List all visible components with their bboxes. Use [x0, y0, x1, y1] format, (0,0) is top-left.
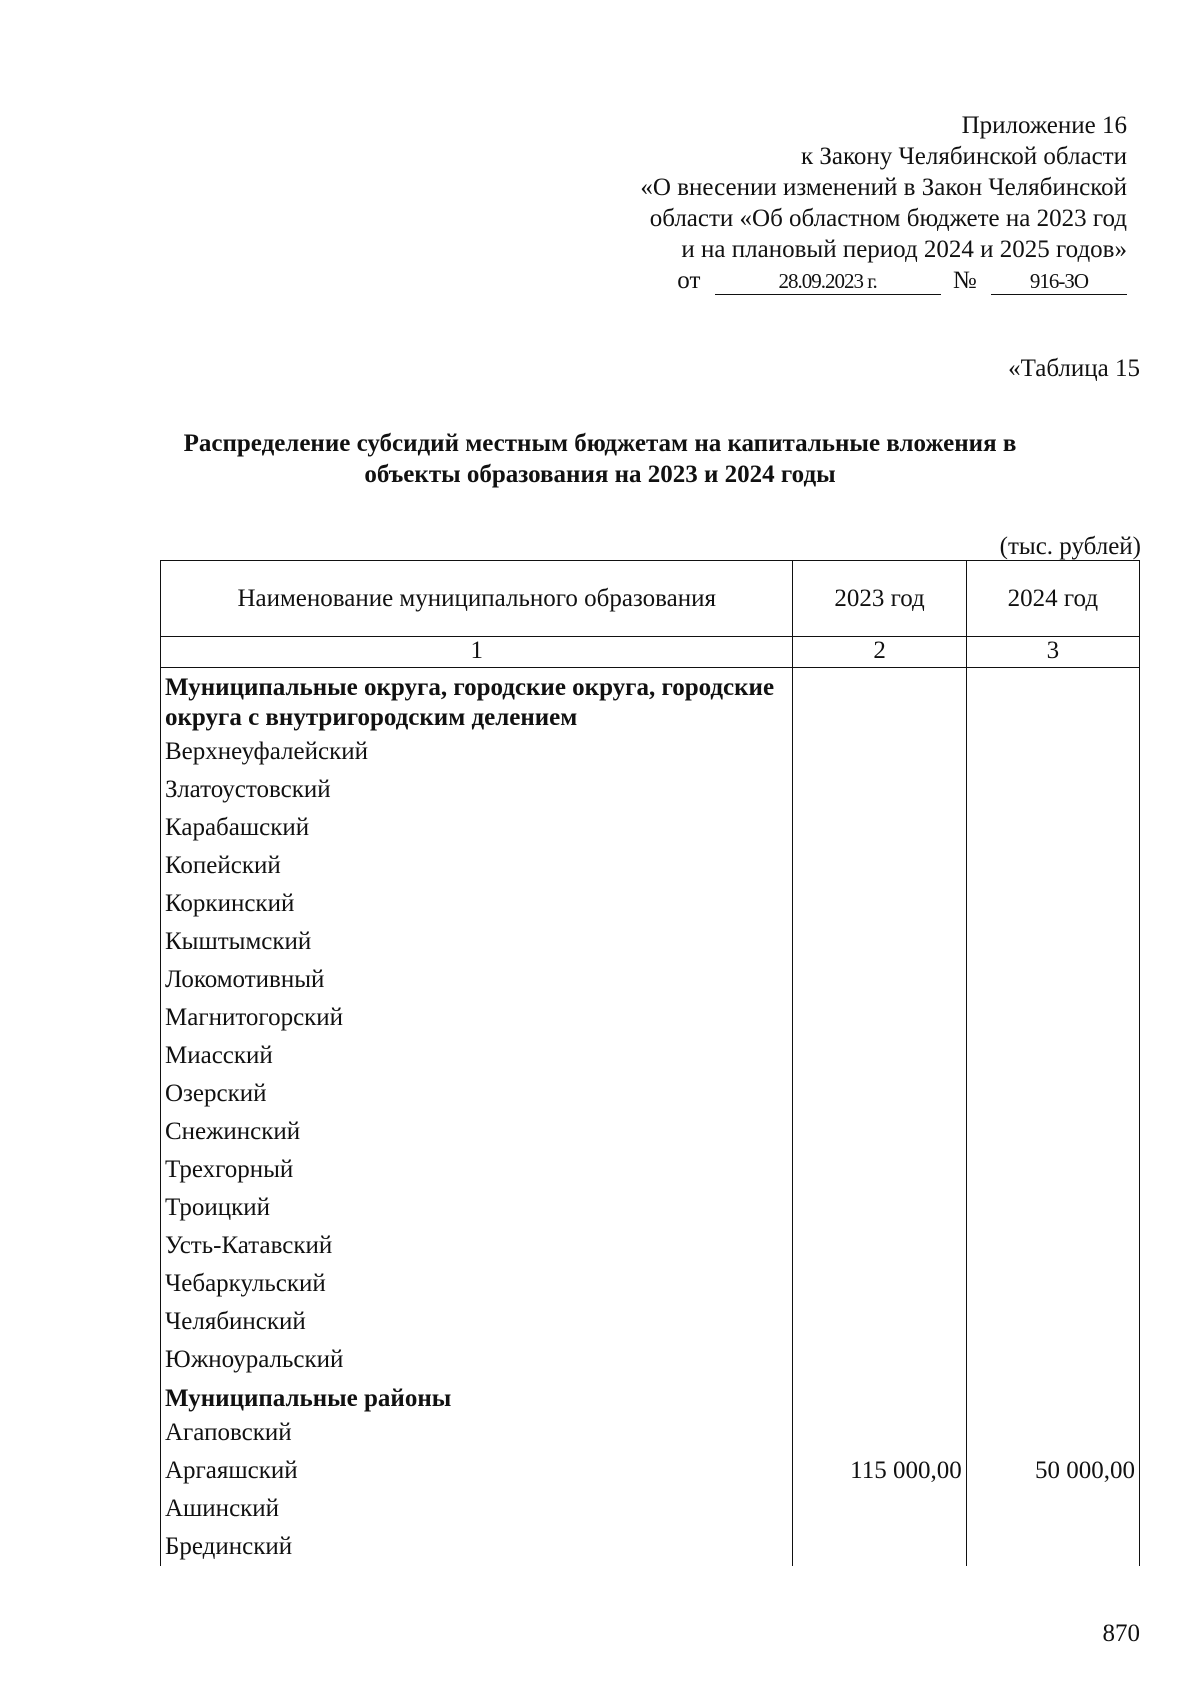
page-number: 870: [1102, 1620, 1140, 1647]
value-2024: [966, 809, 1139, 847]
municipality-name: Троицкий: [161, 1189, 793, 1227]
value-2023: [793, 885, 966, 923]
value-2024: [966, 1113, 1139, 1151]
table-row: [161, 1265, 1140, 1303]
section-title: Муниципальные округа, городские округа, городские округа с внутригородским делением: [161, 668, 793, 734]
municipality-name: Миасский: [161, 1037, 793, 1075]
empty-cell: [966, 1379, 1139, 1414]
table-row: [161, 1113, 1140, 1151]
value-2024: [966, 961, 1139, 999]
appendix-line: области «Об областном бюджете на 2023 год: [649, 205, 1127, 232]
value-2023: [793, 961, 966, 999]
value-2024: [966, 1490, 1139, 1528]
column-number: 1: [161, 637, 793, 668]
header-row: [161, 561, 1140, 637]
value-2024: [966, 1341, 1139, 1379]
section-row: [161, 668, 1140, 734]
table-row: [161, 733, 1140, 771]
header-name: Наименование муниципального образования: [161, 561, 793, 637]
table-row: [161, 999, 1140, 1037]
municipality-name: Чебаркульский: [161, 1265, 793, 1303]
value-2024: [966, 771, 1139, 809]
value-2023: [793, 771, 966, 809]
municipality-name: Верхнеуфалейский: [161, 733, 793, 771]
table-row: [161, 1151, 1140, 1189]
value-2024: [966, 885, 1139, 923]
table-row: [161, 1452, 1140, 1490]
municipality-name: Копейский: [161, 847, 793, 885]
municipality-name: Брединский: [161, 1528, 793, 1566]
empty-cell: [793, 668, 966, 734]
value-2023: [793, 923, 966, 961]
value-2024: [966, 999, 1139, 1037]
table-row: [161, 1414, 1140, 1452]
header-2023: 2023 год: [793, 561, 966, 637]
municipality-name: Карабашский: [161, 809, 793, 847]
value-2023: [793, 847, 966, 885]
value-2023: [793, 1265, 966, 1303]
value-2023: [793, 809, 966, 847]
value-2024: [966, 847, 1139, 885]
table-row: [161, 1490, 1140, 1528]
appendix-line: Приложение 16: [961, 112, 1127, 139]
law-date: 28.09.2023 г.: [715, 268, 941, 295]
table-row: [161, 847, 1140, 885]
value-2023: [793, 1490, 966, 1528]
municipality-name: Трехгорный: [161, 1151, 793, 1189]
value-2023: [793, 1151, 966, 1189]
table-row: [161, 1075, 1140, 1113]
title-line: Распределение субсидий местным бюджетам на капитальные вложения в: [183, 430, 1017, 457]
value-2023: [793, 1189, 966, 1227]
municipality-name: Агаповский: [161, 1414, 793, 1452]
table-row: [161, 1303, 1140, 1341]
table-row: [161, 771, 1140, 809]
value-2023: [793, 999, 966, 1037]
table-row: [161, 885, 1140, 923]
value-2024: [966, 1528, 1139, 1566]
value-2023: [793, 1037, 966, 1075]
municipality-name: Южноуральский: [161, 1341, 793, 1379]
appendix-line: «О внесении изменений в Закон Челябинской: [640, 174, 1127, 201]
number-label: №: [952, 267, 977, 294]
value-2023: [793, 1414, 966, 1452]
municipality-name: Снежинский: [161, 1113, 793, 1151]
value-2023: [793, 1303, 966, 1341]
value-2024: [966, 733, 1139, 771]
header-2024: 2024 год: [966, 561, 1139, 637]
table-row: [161, 961, 1140, 999]
appendix-line: и на плановый период 2024 и 2025 годов»: [681, 236, 1127, 263]
value-2024: [966, 1151, 1139, 1189]
document-title: [160, 428, 1040, 490]
units-label: (тыс. рублей): [999, 533, 1141, 560]
value-2023: [793, 1227, 966, 1265]
value-2024: [966, 1227, 1139, 1265]
law-number: 916-ЗО: [991, 268, 1127, 295]
table-row: [161, 809, 1140, 847]
table-row: [161, 1341, 1140, 1379]
municipality-name: Челябинский: [161, 1303, 793, 1341]
municipality-name: Аргаяшский: [161, 1452, 793, 1490]
subsidy-table: [160, 560, 1140, 1566]
value-2023: 115 000,00: [793, 1452, 966, 1490]
law-signature-line: [567, 265, 1127, 296]
value-2024: [966, 1303, 1139, 1341]
column-number: 3: [966, 637, 1139, 668]
value-2023: [793, 1113, 966, 1151]
municipality-name: Локомотивный: [161, 961, 793, 999]
value-2023: [793, 1528, 966, 1566]
table-row: [161, 1227, 1140, 1265]
municipality-name: Кыштымский: [161, 923, 793, 961]
empty-cell: [966, 668, 1139, 734]
municipality-name: Озерский: [161, 1075, 793, 1113]
value-2023: [793, 1075, 966, 1113]
value-2024: [966, 923, 1139, 961]
column-number-row: [161, 637, 1140, 668]
municipality-name: Ашинский: [161, 1490, 793, 1528]
from-label: от: [677, 267, 701, 294]
table-row: [161, 923, 1140, 961]
title-line: объекты образования на 2023 и 2024 годы: [364, 461, 836, 488]
table-row: [161, 1528, 1140, 1566]
empty-cell: [793, 1379, 966, 1414]
municipality-name: Магнитогорский: [161, 999, 793, 1037]
value-2024: [966, 1037, 1139, 1075]
value-2024: [966, 1075, 1139, 1113]
appendix-header: [567, 110, 1127, 296]
value-2023: [793, 733, 966, 771]
column-number: 2: [793, 637, 966, 668]
table-tag: «Таблица 15: [1008, 355, 1140, 382]
value-2024: [966, 1265, 1139, 1303]
value-2023: [793, 1341, 966, 1379]
table-row: [161, 1037, 1140, 1075]
section-row: [161, 1379, 1140, 1414]
municipality-name: Усть-Катавский: [161, 1227, 793, 1265]
municipality-name: Коркинский: [161, 885, 793, 923]
value-2024: [966, 1414, 1139, 1452]
section-title: Муниципальные районы: [161, 1379, 793, 1414]
value-2024: [966, 1189, 1139, 1227]
table-row: [161, 1189, 1140, 1227]
table-body: [161, 637, 1140, 1567]
appendix-line: к Закону Челябинской области: [801, 143, 1127, 170]
value-2024: 50 000,00: [966, 1452, 1139, 1490]
municipality-name: Златоустовский: [161, 771, 793, 809]
